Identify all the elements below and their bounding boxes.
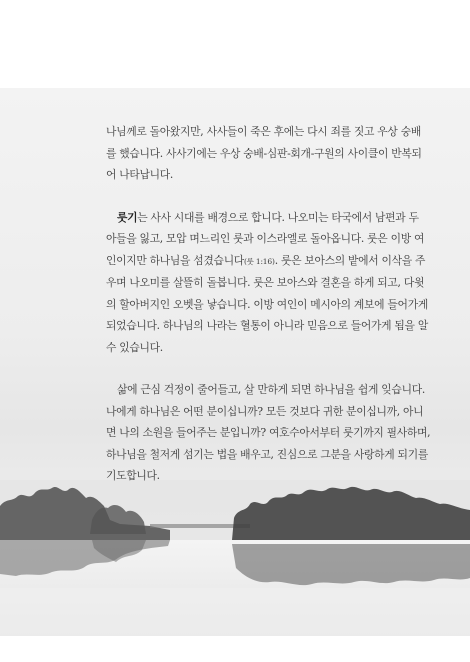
text-line: 하나님을 철저게 섬기는 법을 배우고, 진심으로 그분을 사랑하게 되기를 (106, 447, 428, 461)
text-line: 기도합니다. (106, 469, 160, 482)
paragraph-gap (106, 358, 394, 379)
paragraph-ruth (106, 207, 428, 359)
body-text (106, 121, 431, 487)
text-line: 어 나타납니다. (106, 168, 174, 181)
scripture-reference: (룻 1:16) (243, 256, 275, 266)
text-line: 의 할아버지인 오벳을 낳습니다. 이방 여인이 메시아의 계보에 들어가게 (106, 297, 428, 311)
text-line: 우며 나오미를 살뜰히 돌봅니다. 룻은 보아스와 결혼을 하게 되고, 다윗 (106, 276, 425, 289)
text-line: 아들을 잃고, 모압 며느리인 룻과 이스라엘로 돌아옵니다. 룻은 이방 여 (106, 232, 425, 245)
right-reflection (232, 544, 470, 585)
text-line: 나님께로 돌아왔지만, 사사들이 죽은 후에는 다시 죄를 짓고 우상 숭배 (106, 125, 421, 138)
paragraph-gap (106, 186, 394, 207)
text-line: 를 했습니다. 사사기에는 우상 숭배-심판-회개-구원의 사이클이 반복되 (106, 146, 422, 160)
text-line: 되었습니다. 하나님의 나라는 혈통이 아니라 믿음으로 들어가게 됨을 알 (106, 319, 428, 332)
text-line: 수 있습니다. (106, 340, 163, 354)
paragraph-judges (106, 121, 422, 186)
text-line-rest: 는 사사 시대를 배경으로 합니다. 나오미는 타국에서 남편과 두 (137, 210, 419, 224)
text-line: 삶에 근심 걱정이 줄어들고, 살 만하게 되면 하나님을 쉽게 잊습니다. (117, 383, 425, 396)
text-line (106, 250, 426, 273)
book-keyword: 룻기 (117, 210, 138, 224)
text-line: 면 나의 소원을 들어주는 분입니까? 여호수아서부터 룻기까지 필사하며, (106, 426, 431, 439)
text-line-end: . 룻은 보아스의 밭에서 이삭을 주 (274, 253, 426, 267)
text-line-start: 인이지만 하나님을 섬겼습니다 (106, 253, 244, 267)
text-line (106, 207, 419, 229)
paragraph-reflection (106, 379, 431, 487)
text-line: 나에게 하나님은 어떤 분이십니까? 모든 것보다 귀한 분이십니까, 아니 (106, 404, 424, 418)
